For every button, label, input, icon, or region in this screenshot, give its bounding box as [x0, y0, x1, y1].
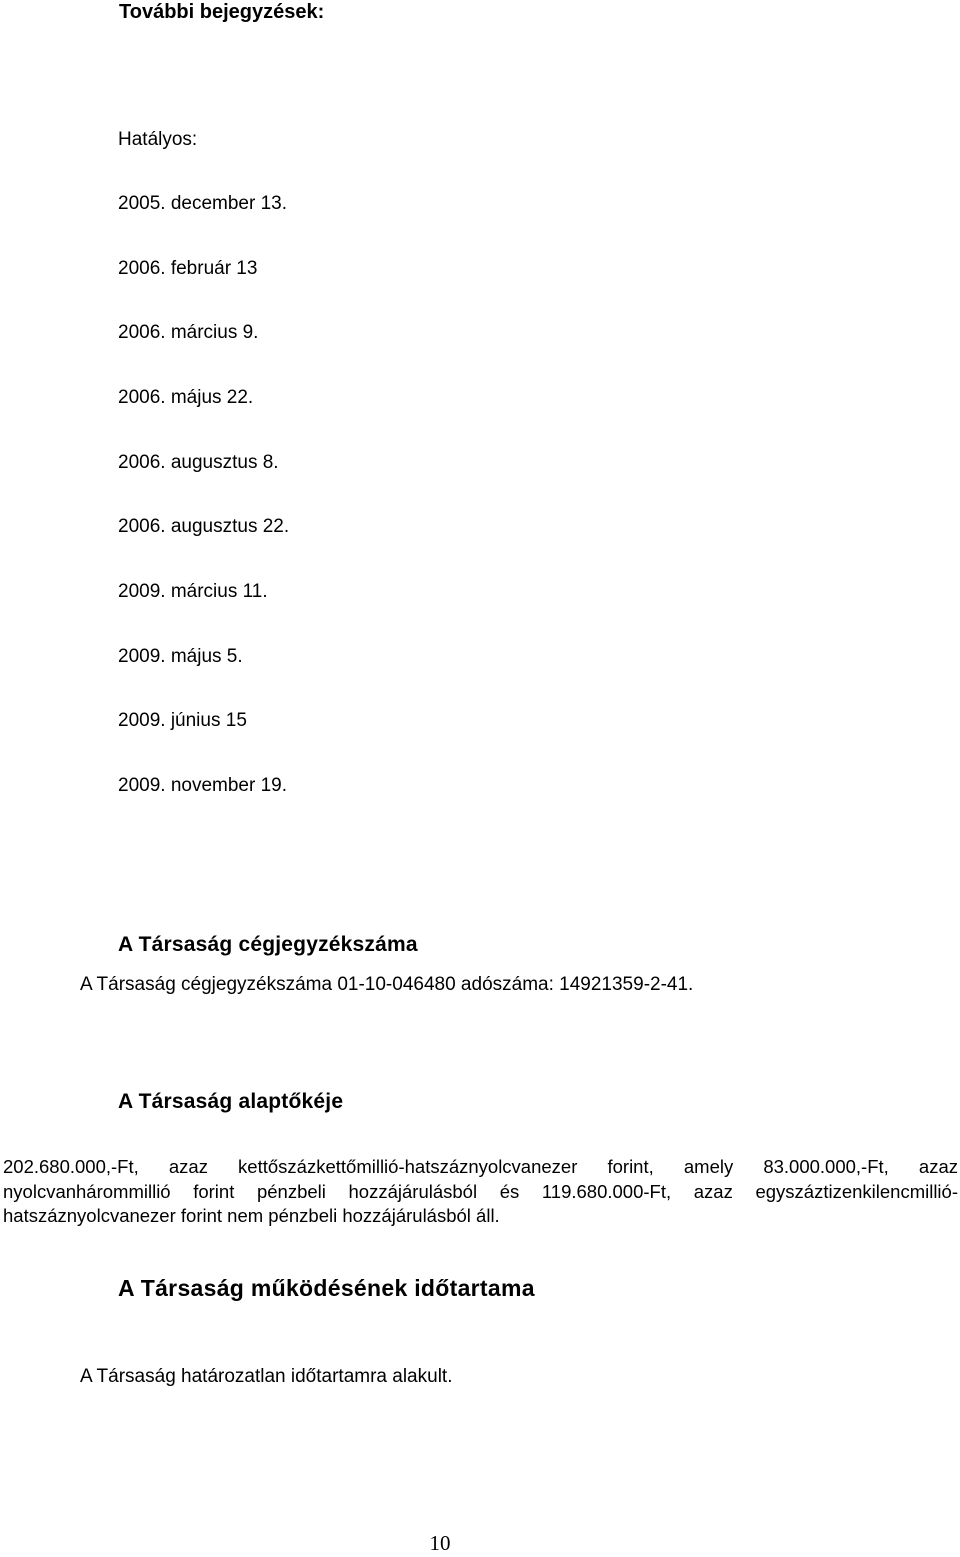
- capital-line: 202.680.000,-Ft, azaz kettőszázkettőmillió-hatszáznyolcvanezer forint, amely 83.000.000,-Ft, azaz: [3, 1156, 958, 1177]
- effective-date: 2006. február 13: [118, 258, 258, 279]
- effective-date: 2006. május 22.: [118, 387, 254, 408]
- capital-title: A Társaság alaptőkéje: [118, 1090, 344, 1113]
- effective-date: 2009. május 5.: [118, 646, 243, 667]
- capital-line: nyolcvanhárommillió forint pénzbeli hozzájárulásból és 119.680.000-Ft, azaz egyszáztizenkilencmillió-: [3, 1180, 958, 1202]
- capital-line: hatszáznyolcvanezer forint nem pénzbeli hozzájárulásból áll.: [3, 1205, 500, 1226]
- duration-title: A Társaság működésének időtartama: [118, 1275, 535, 1301]
- capital-paragraph: [3, 1155, 958, 1229]
- effective-date: 2006. augusztus 8.: [118, 452, 279, 473]
- registration-title: A Társaság cégjegyzékszáma: [118, 933, 418, 956]
- effective-date: 2006. március 9.: [118, 322, 259, 343]
- effective-date: 2009. június 15: [118, 710, 247, 731]
- effective-date: 2006. augusztus 22.: [118, 516, 290, 537]
- registration-text: A Társaság cégjegyzékszáma 01-10-046480 adószáma: 14921359-2-41.: [80, 974, 694, 995]
- effective-label: Hatályos:: [118, 129, 198, 150]
- duration-text: A Társaság határozatlan időtartamra alakult.: [80, 1366, 453, 1387]
- effective-date: 2005. december 13.: [118, 193, 288, 214]
- page-heading: További bejegyzések:: [119, 1, 325, 23]
- page-number: 10: [429, 1531, 451, 1555]
- effective-date: 2009. március 11.: [118, 581, 268, 602]
- effective-date: 2009. november 19.: [118, 775, 288, 796]
